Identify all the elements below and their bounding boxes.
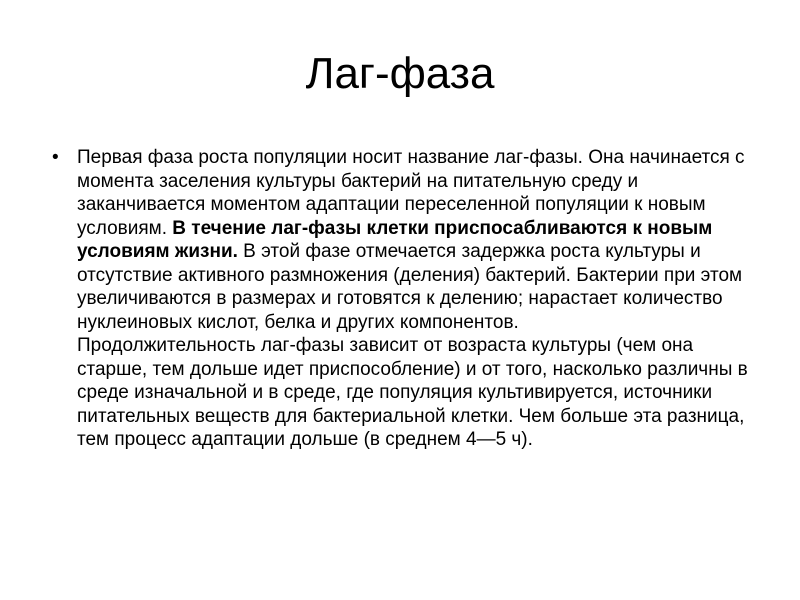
paragraph-text-bold: В течение лаг-фазы клетки приспосабливаются к новым условиям жизни. — [77, 217, 713, 262]
slide-body — [52, 146, 757, 452]
paragraph-text-intro: Первая фаза роста популяции носит название лаг-фазы. Она начинается с момента заселения культуры бактерий на питательную среду и заканчивается моментом адаптации переселенной популяции к новым условиям. — [77, 147, 745, 239]
bullet-item — [52, 146, 757, 452]
bullet-icon: • — [52, 147, 59, 168]
paragraph-text-duration: Продолжительность лаг-фазы зависит от возраста культуры (чем она старше, тем дольше идет приспособление) и от того, насколько различны в среде изначальной и в среде, где популяция культивируется, источники питательных веществ для бактериальной клетки. Чем больше эта разница, тем процесс адаптации дольше (в среднем 4—5 ч). — [77, 335, 748, 450]
paragraph-text-details: В этой фазе отмечается задержка роста культуры и отсутствие активного размножения (деления) бактерий. Бактерии при этом увеличиваются в размерах и готовятся к делению; нарастает количество нуклеиновых кислот, белка и других компонентов. — [77, 241, 743, 333]
slide-title: Лаг-фаза — [305, 49, 495, 98]
